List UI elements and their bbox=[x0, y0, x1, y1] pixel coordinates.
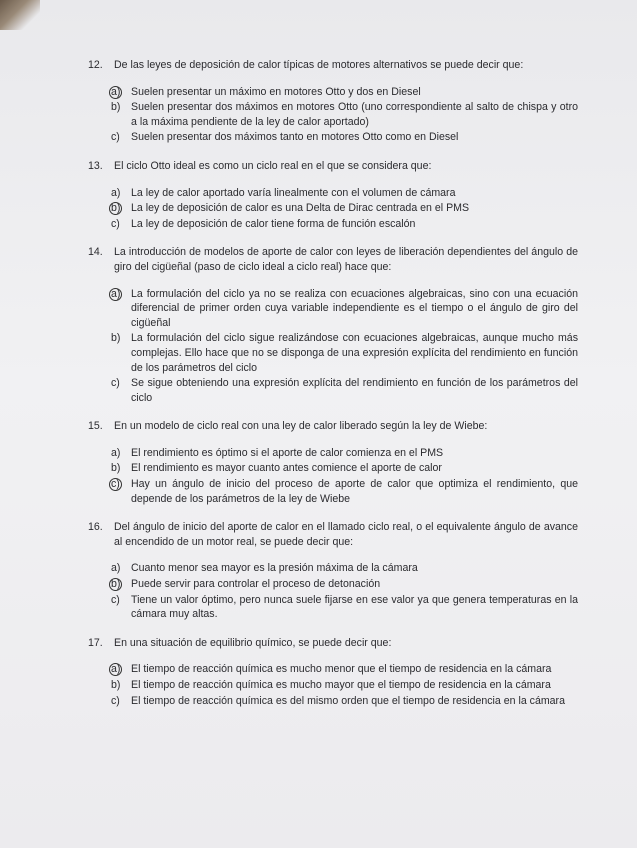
question-number: 16. bbox=[88, 521, 103, 534]
option-c bbox=[111, 130, 578, 145]
question-text: De las leyes de deposición de calor típicas de motores alternativos se puede decir que: bbox=[114, 59, 524, 71]
option-b bbox=[111, 577, 578, 592]
question-text: La introducción de modelos de aporte de calor con leyes de liberación dependientes del ángulo de giro del cigüeñal (paso de ciclo ideal a ciclo real) hace que: bbox=[114, 246, 578, 273]
option-letter: a) bbox=[111, 85, 131, 100]
options-list bbox=[111, 85, 578, 145]
options-list bbox=[111, 186, 578, 232]
option-letter: a) bbox=[111, 662, 131, 677]
options-list bbox=[111, 662, 578, 708]
question-text: En un modelo de ciclo real con una ley de calor liberado según la ley de Wiebe: bbox=[114, 420, 488, 433]
option-text: La ley de deposición de calor es una Delta de Dirac centrada en el PMS bbox=[131, 202, 470, 215]
option-b bbox=[111, 100, 578, 129]
option-b bbox=[111, 201, 578, 216]
question-16 bbox=[88, 520, 578, 622]
option-letter: b) bbox=[111, 679, 121, 691]
question-13 bbox=[88, 159, 578, 231]
option-text: La formulación del ciclo ya no se realiza con ecuaciones algebraicas, sino con una ecuación diferencial de primer orden cuya variable independiente es el tiempo o el ángulo de giro del cigüeñal bbox=[131, 287, 578, 329]
option-letter: c) bbox=[111, 593, 120, 606]
option-text: El rendimiento es mayor cuanto antes comience el aporte de calor bbox=[131, 462, 442, 475]
option-text: La ley de deposición de calor tiene forma de función escalón bbox=[131, 217, 416, 230]
options-list bbox=[111, 561, 578, 621]
question-text: En una situación de equilibrio químico, se puede decir que: bbox=[114, 636, 392, 649]
option-text: Tiene un valor óptimo, pero nunca suele fijarse en ese valor ya que genera temperaturas en la cámara muy altas. bbox=[131, 593, 578, 621]
option-a bbox=[111, 287, 578, 331]
question-17 bbox=[88, 636, 578, 708]
options-list bbox=[111, 287, 578, 406]
option-b bbox=[111, 331, 578, 375]
option-letter: a) bbox=[111, 287, 131, 331]
option-letter: b) bbox=[111, 462, 121, 475]
question-number: 14. bbox=[88, 246, 103, 259]
option-text: Suelen presentar dos máximos tanto en motores Otto como en Diesel bbox=[131, 131, 459, 144]
option-letter: b) bbox=[111, 577, 131, 592]
option-letter: c) bbox=[111, 694, 120, 707]
option-letter: b) bbox=[111, 332, 121, 345]
question-14 bbox=[88, 245, 578, 405]
question-12 bbox=[88, 58, 578, 145]
option-letter: c) bbox=[111, 131, 120, 144]
option-a bbox=[111, 186, 578, 201]
option-c bbox=[111, 376, 578, 405]
option-text: Puede servir para controlar el proceso de detonación bbox=[131, 578, 381, 591]
option-text: El tiempo de reacción química es del mismo orden que el tiempo de residencia en la cámara bbox=[131, 694, 565, 707]
option-b bbox=[111, 678, 578, 693]
option-letter: c) bbox=[111, 217, 120, 230]
option-letter: c) bbox=[111, 377, 120, 390]
question-15 bbox=[88, 419, 578, 506]
option-a bbox=[111, 561, 578, 576]
option-text: Cuanto menor sea mayor es la presión máxima de la cámara bbox=[131, 562, 418, 575]
question-number: 12. bbox=[88, 59, 103, 71]
option-text: El tiempo de reacción química es mucho menor que el tiempo de residencia en la cámara bbox=[131, 663, 552, 676]
option-text: El rendimiento es óptimo si el aporte de calor comienza en el PMS bbox=[131, 446, 444, 459]
option-letter: c) bbox=[111, 477, 131, 506]
option-letter: a) bbox=[111, 186, 121, 199]
option-letter: b) bbox=[111, 101, 121, 114]
option-c bbox=[111, 477, 578, 506]
option-text: El tiempo de reacción química es mucho mayor que el tiempo de residencia en la cámara bbox=[131, 679, 551, 691]
option-c bbox=[111, 593, 578, 622]
option-text: La formulación del ciclo sigue realizándose con ecuaciones algebraicas, aunque mucho más complejas. Ello hace que no se disponga de una expresión explícita del rendimiento en función de los parámetros del ciclo bbox=[131, 332, 578, 374]
option-text: La ley de calor aportado varía linealmente con el volumen de cámara bbox=[131, 186, 456, 199]
options-list bbox=[111, 446, 578, 506]
option-letter: b) bbox=[111, 201, 131, 216]
option-text: Suelen presentar dos máximos en motores Otto (uno correspondiente al salto de chispa y otro a la máxima pendiente de la ley de calor aportado) bbox=[131, 101, 578, 128]
option-c bbox=[111, 217, 578, 232]
question-text: El ciclo Otto ideal es como un ciclo real en el que se considera que: bbox=[114, 159, 432, 172]
question-text: Del ángulo de inicio del aporte de calor en el llamado ciclo real, o el equivalente ángulo de avance al encendido de un motor real, se puede decir que: bbox=[114, 521, 578, 548]
question-number: 13. bbox=[88, 159, 103, 172]
option-c bbox=[111, 694, 578, 709]
question-number: 15. bbox=[88, 420, 103, 433]
option-text: Suelen presentar un máximo en motores Otto y dos en Diesel bbox=[131, 85, 421, 98]
exam-page bbox=[88, 58, 578, 722]
option-b bbox=[111, 461, 578, 476]
option-a bbox=[111, 446, 578, 461]
option-text: Se sigue obteniendo una expresión explícita del rendimiento en función de los parámetros del ciclo bbox=[131, 377, 578, 404]
option-a bbox=[111, 85, 578, 100]
paper-shadow bbox=[0, 0, 40, 30]
option-text: Hay un ángulo de inicio del proceso de aporte de calor que optimiza el rendimiento, que depende de los parámetros de la ley de Wiebe bbox=[131, 478, 578, 505]
question-number: 17. bbox=[88, 636, 103, 649]
option-letter: a) bbox=[111, 562, 121, 575]
option-a bbox=[111, 662, 578, 677]
option-letter: a) bbox=[111, 446, 121, 459]
